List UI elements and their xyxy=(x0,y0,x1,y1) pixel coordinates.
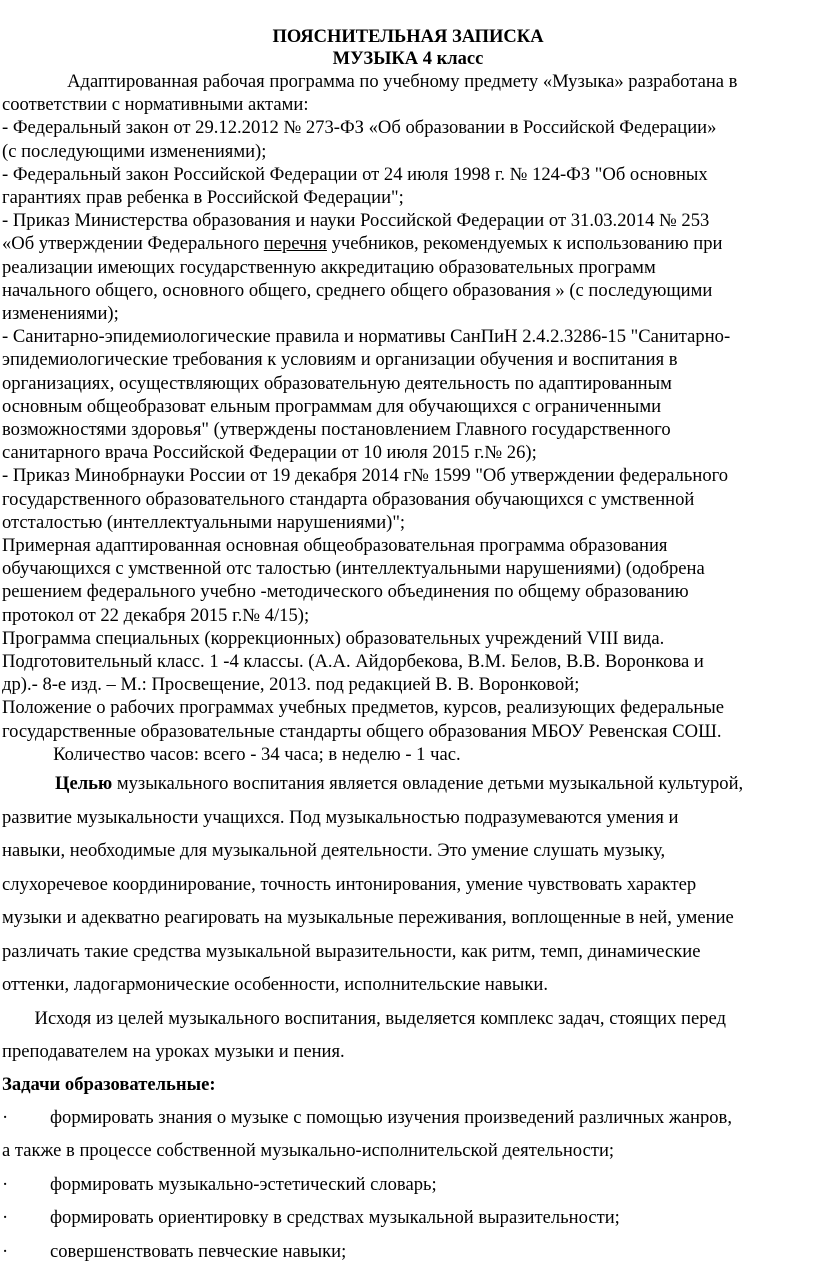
text-line: Примерная адаптированная основная общеобразовательная программа образования xyxy=(2,535,668,557)
text-line: реализации имеющих государственную аккредитацию образовательных программ xyxy=(2,256,656,278)
tasks-heading: Задачи образовательные: xyxy=(2,1073,216,1095)
text-line: государственного образовательного стандарта образования обучающихся с умственной xyxy=(2,488,695,510)
text-line: Исходя из целей музыкального воспитания, выделяется комплекс задач, стоящих перед xyxy=(2,1007,727,1029)
doc-title: ПОЯСНИТЕЛЬНАЯ ЗАПИСКА xyxy=(272,27,544,47)
text-line: отсталостью (интеллектуальными нарушениями)"; xyxy=(2,511,406,533)
bullet-item: · формировать знания о музыке с помощью изучения произведений различных жанров, xyxy=(2,1106,732,1128)
text-line: - Федеральный закон Российской Федерации от 24 июля 1998 г. № 124-ФЗ "Об основных xyxy=(2,163,708,185)
text-line: слухоречевое координирование, точность интонирования, умение чувствовать характер xyxy=(2,873,697,895)
text-line: организациях, осуществляющих образовательную деятельность по адаптированным xyxy=(2,372,672,394)
goal-line: Целью музыкального воспитания является овладение детьми музыкальной культурой, xyxy=(55,773,744,795)
text-line: различать такие средства музыкальной выразительности, как ритм, темп, динамические xyxy=(2,940,701,962)
text-line: Программа специальных (коррекционных) образовательных учреждений VIII вида. xyxy=(2,627,665,649)
bullet-item: · формировать ориентировку в средствах музыкальной выразительности; xyxy=(2,1207,620,1229)
text-line: санитарного врача Российской Федерации от 10 июля 2015 г.№ 26); xyxy=(2,442,537,464)
text-line: соответствии с нормативными актами: xyxy=(2,94,309,116)
text-line: изменениями); xyxy=(2,303,119,325)
text-line: Подготовительный класс. 1 -4 классы. (А.А. Айдорбекова, В.М. Белов, В.В. Воронкова и xyxy=(2,651,704,673)
text-line: обучающихся с умственной отс талостью (интеллектуальными нарушениями) (одобрена xyxy=(2,558,705,580)
text-line: эпидемиологические требования к условиям и организации обучения и воспитания в xyxy=(2,349,678,371)
text-line: решением федерального учебно -методического объединения по общему образованию xyxy=(2,581,689,603)
text-line: преподавателем на уроках музыки и пения. xyxy=(2,1041,345,1063)
text-line: музыки и адекватно реагировать на музыкальные переживания, воплощенные в ней, умение xyxy=(2,907,734,929)
text-line: (с последующими изменениями); xyxy=(2,140,267,162)
bullet-item-continuation: а также в процессе собственной музыкально-исполнительской деятельности; xyxy=(2,1140,615,1162)
text-line: развитие музыкальности учащихся. Под музыкальностью подразумеваются умения и xyxy=(2,806,679,828)
goal-paragraph xyxy=(0,801,816,1069)
text-line: - Санитарно-эпидемиологические правила и нормативы СанПиН 2.4.2.3286-15 "Санитарно- xyxy=(2,326,731,348)
bullet-item: · формировать музыкально-эстетический словарь; xyxy=(2,1173,437,1195)
text-line: - Федеральный закон от 29.12.2012 № 273-ФЗ «Об образовании в Российской Федерации» xyxy=(2,117,717,139)
text-line: - Приказ Минобрнауки России от 19 декабря 2014 г№ 1599 "Об утверждении федерального xyxy=(2,465,729,487)
doc-subtitle: МУЗЫКА 4 класс xyxy=(332,49,484,69)
text-line: Положение о рабочих программах учебных предметов, курсов, реализующих федеральные xyxy=(2,697,725,719)
text-line: протокол от 22 декабря 2015 г.№ 4/15); xyxy=(2,604,310,626)
text-line: возможностями здоровья" (утверждены постановлением Главного государственного xyxy=(2,419,671,441)
text-line: др).- 8-е изд. – М.: Просвещение, 2013. под редакцией В. В. Воронковой; xyxy=(2,674,580,696)
text-line: государственные образовательные стандарты общего образования МБОУ Ревенская СОШ. xyxy=(2,720,722,742)
text-line: Адаптированная рабочая программа по учебному предмету «Музыка» разработана в xyxy=(2,71,738,92)
text-line: оттенки, ладогармонические особенности, исполнительские навыки. xyxy=(2,974,548,996)
text-line: гарантиях прав ребенка в Российской Федерации"; xyxy=(2,187,404,209)
goal-word: Целью xyxy=(55,773,113,795)
bullet-item: · совершенствовать певческие навыки; xyxy=(2,1240,347,1262)
normative-lines xyxy=(0,256,816,766)
text-line: Количество часов: всего - 34 часа; в неделю - 1 час. xyxy=(2,743,461,765)
text-line: «Об утверждении Федерального перечня учебников, рекомендуемых к использованию при xyxy=(2,233,723,255)
text-line: основным общеобразоват ельным программам для обучающихся с ограниченными xyxy=(2,395,662,417)
text-line: начального общего, основного общего, среднего общего образования » (с последующими xyxy=(2,279,713,301)
text-line: - Приказ Министерства образования и науки Российской Федерации от 31.03.2014 № 253 xyxy=(2,210,710,232)
text-line: навыки, необходимые для музыкальной деятельности. Это умение слушать музыку, xyxy=(2,840,666,862)
underlined-word: перечня xyxy=(263,233,327,255)
intro-lines xyxy=(0,70,816,232)
